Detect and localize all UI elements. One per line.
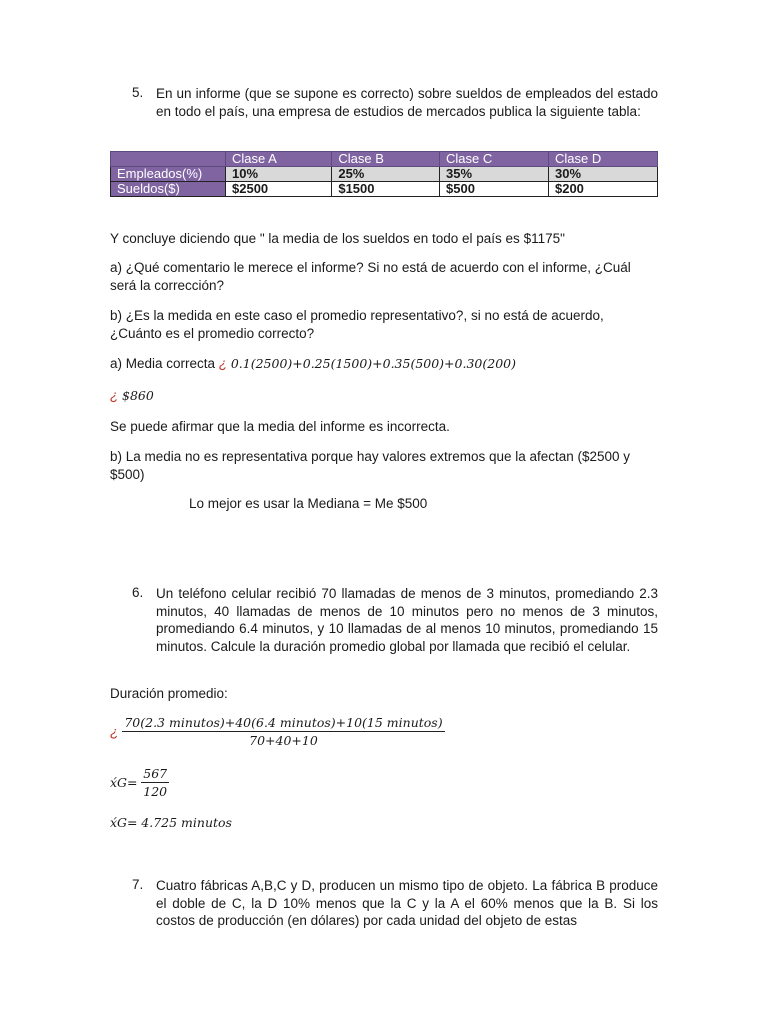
table-cell: $200 [548,182,657,197]
table-cell: 30% [548,167,657,182]
table-row [111,167,658,182]
table-cell: $1500 [332,182,440,197]
question-text: En un informe (que se supone es correcto) sobre sueldos de empleados del estado en todo el país, una empresa de estudios de mercados publica la siguiente tabla: [156,86,658,119]
media-formula: 0.1(2500)+0.25(1500)+0.35(500)+0.30(200) [230,356,516,371]
equals-symbol: ¿ [218,356,228,371]
formula-fraction [122,715,444,748]
table-header-cell: Clase D [548,152,657,167]
table-header-row [111,152,658,167]
salary-table [110,151,658,197]
question-text: Un teléfono celular recibió 70 llamadas de menos de 3 minutos, promediando 2.3 minutos, 40 llamadas de menos de 10 minutos pero no menos de 3 minutos, promediando 6.4 minutos, y 10 llamadas de al menos 10 minutos, promediando 15 minutos. Calcule la duración promedio global por llamada que recibió el celular. [156,586,658,654]
table-cell: 10% [226,167,332,182]
median-note: Lo mejor es usar la Mediana = Me $500 [189,496,428,511]
question-number: 6. [132,585,144,600]
xg-symbol: x́G= [110,815,138,830]
table-cell: 25% [332,167,440,182]
question-b: b) ¿Es la medida en este caso el promedio representativo?, si no está de acuerdo, ¿Cuánto es el promedio correcto? [110,308,604,341]
answer-a-result [110,387,658,405]
table-cell: $500 [440,182,549,197]
media-result: $860 [122,388,154,403]
statement-text: Se puede afirmar que la media del informe es incorrecta. [110,419,450,434]
question-text: Cuatro fábricas A,B,C y D, producen un mismo tipo de objeto. La fábrica B produce el doble de C, la D 10% menos que la C y la A el 60% menos que la B. Si los costos de producción (en dólares) por cada unidad del objeto de estas [156,878,658,928]
table-cell: $2500 [226,182,332,197]
question-number: 5. [132,85,144,100]
table-cell: 35% [440,167,549,182]
equals-symbol: ¿ [110,723,119,740]
table-header-cell [111,152,226,167]
answer-a [110,355,658,373]
table-header-cell: Clase B [332,152,440,167]
answer-b: b) La media no es representativa porque hay valores extremos que la afectan ($2500 y $500) [110,449,631,482]
xg-fraction-line [110,766,169,799]
question-number: 7. [132,877,144,892]
xg-result-line [110,815,232,830]
table-header-cell: Clase A [226,152,332,167]
formula-denominator: 70+40+10 [249,733,318,748]
fraction-bottom: 120 [143,784,168,799]
row-label: Empleados(%) [111,167,226,182]
fraction-top: 567 [143,766,168,781]
duration-result: 4.725 minutos [141,815,232,830]
equals-symbol: ¿ [110,388,119,403]
table-row [111,182,658,197]
xg-fraction [141,766,169,799]
answer-a-label: a) Media correcta [110,356,216,371]
duration-label: Duración promedio: [110,686,228,701]
table-header-cell: Clase C [440,152,549,167]
xg-symbol: x́G= [110,775,138,790]
duration-formula [110,715,445,748]
formula-numerator: 70(2.3 minutos)+40(6.4 minutos)+10(15 minutos) [124,715,443,730]
conclusion-text: Y concluye diciendo que " la media de los sueldos en todo el país es $1175" [110,231,565,246]
question-a: a) ¿Qué comentario le merece el informe? Si no está de acuerdo con el informe, ¿Cuál será la corrección? [110,260,631,293]
row-label: Sueldos($) [111,182,226,197]
